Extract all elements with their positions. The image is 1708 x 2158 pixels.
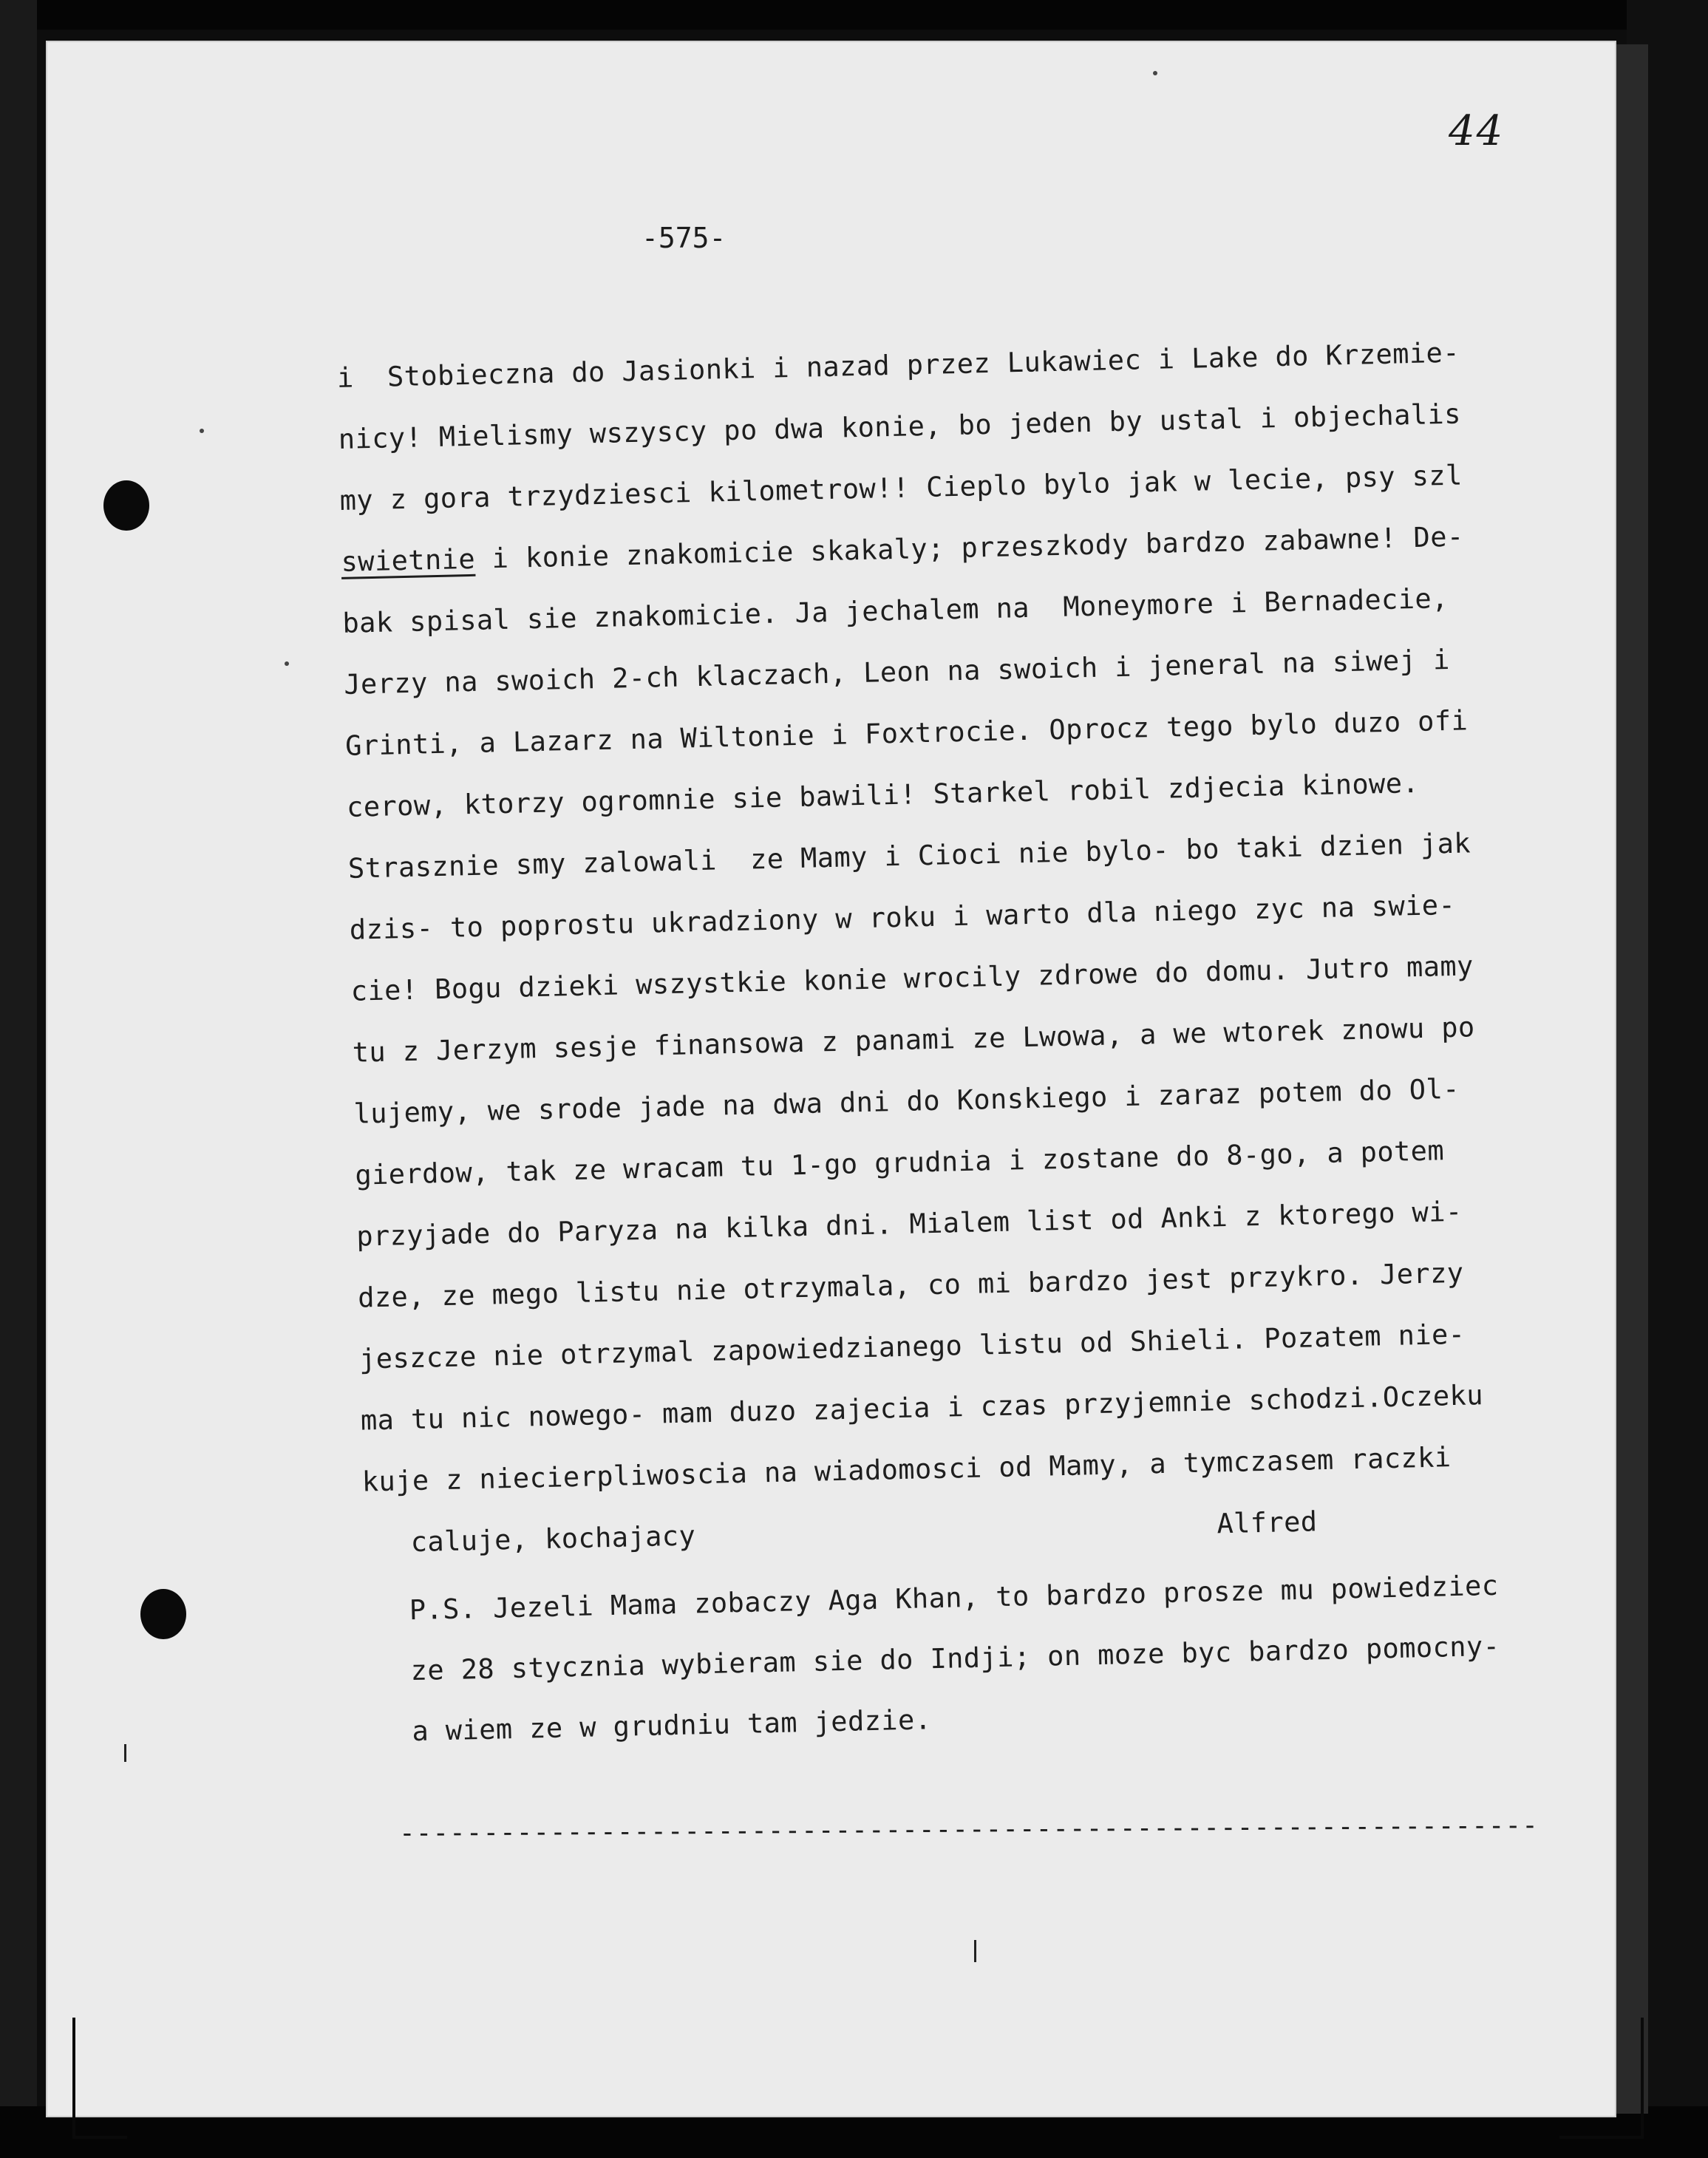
closing-phrase: caluje, kochajacy [410, 1519, 696, 1559]
film-corner-bracket-left [72, 2018, 127, 2139]
body-line-16: dze, ze mego listu nie otrzymala, co mi bardzo jest przykro. Jerzy [357, 1256, 1464, 1314]
body-line-18: ma tu nic nowego- mam duzo zajecia i czas przyjemnie schodzi.Oczeku [360, 1379, 1484, 1437]
body-line-9: Strasznie smy zalowali ze Mamy i Cioci nie bylo- bo taki dzien jak [347, 827, 1471, 885]
body-line-10: dzis- to poprostu ukradziony w roku i warto dla niego zyc na swie- [349, 888, 1456, 946]
body-line-1: i Stobieczna do Jasionki i nazad przez Lukawiec i Lake do Krzemie- [336, 336, 1460, 394]
film-scratch [974, 1940, 976, 1962]
dust-speck [285, 661, 289, 666]
punch-hole-top [103, 480, 149, 531]
film-border-left [0, 0, 37, 2158]
handwritten-folio-number: 44 [1449, 107, 1505, 155]
postscript-line-1: P.S. Jezeli Mama zobaczy Aga Khan, to bardzo prosze mu powiedziec [409, 1569, 1499, 1627]
dashed-end-rule: -------------------------------------------------------------------- [398, 1810, 1539, 1849]
page-number: -575- [642, 222, 727, 254]
dust-speck [1153, 71, 1157, 75]
body-line-19: kuje z niecierpliwoscia na wiadomosci od Mamy, a tymczasem raczki [361, 1441, 1452, 1498]
body-line-2: nicy! Mielismy wszyscy po dwa konie, bo jeden by ustal i objechalis [338, 398, 1462, 455]
postscript [364, 1553, 1639, 1763]
postscript-line-3: a wiem ze w grudniu tam jedzie. [412, 1703, 932, 1748]
film-scratch [124, 1744, 126, 1762]
body-line-8: cerow, ktorzy ogromnie sie bawili! Starkel robil zdjecia kinowe. [346, 766, 1420, 823]
signature-name: Alfred [1216, 1505, 1318, 1540]
body-line-5: bak spisal sie znakomicie. Ja jechalem na Moneymore i Bernadecie, [341, 582, 1449, 639]
punch-hole-bottom [140, 1589, 186, 1639]
body-line-17: jeszcze nie otrzymal zapowiedzianego listu od Shieli. Pozatem nie- [358, 1318, 1466, 1375]
body-line-13: lujemy, we srode jade na dwa dni do Konskiego i zaraz potem do Ol- [353, 1072, 1460, 1130]
body-line-3: my z gora trzydziesci kilometrow!! Cieplo bylo jak w lecie, psy szl [339, 459, 1463, 517]
body-line-7: Grinti, a Lazarz na Wiltonie i Foxtrocie. Oprocz tego bylo duzo ofi [344, 704, 1469, 762]
body-line-14: gierdow, tak ze wracam tu 1-go grudnia i zostane do 8-go, a potem [354, 1134, 1445, 1191]
body-line-12: tu z Jerzym sesje finansowa z panami ze Lwowa, a we wtorek znowu po [352, 1011, 1476, 1069]
dust-speck [200, 429, 204, 433]
postscript-line-2: ze 28 stycznia wybieram sie do Indji; on moze byc bardzo pomocny- [410, 1630, 1500, 1687]
body-line-6: Jerzy na swoich 2-ch klaczach, Leon na swoich i jeneral na siwej i [343, 643, 1451, 701]
film-corner-bracket-right [1559, 2018, 1644, 2139]
body-line-4-text: i konie znakomicie skakaly; przeszkody bardzo zabawne! De- [491, 520, 1464, 575]
body-line-11: cie! Bogu dzieki wszystkie konie wrocily zdrowe do domu. Jutro mamy [350, 950, 1474, 1007]
underlined-word: swietnie [341, 542, 476, 578]
film-border-top [0, 0, 1708, 30]
letter-body [336, 319, 1639, 1763]
body-line-15: przyjade do Paryza na kilka dni. Mialem list od Anki z ktorego wi- [355, 1195, 1463, 1253]
